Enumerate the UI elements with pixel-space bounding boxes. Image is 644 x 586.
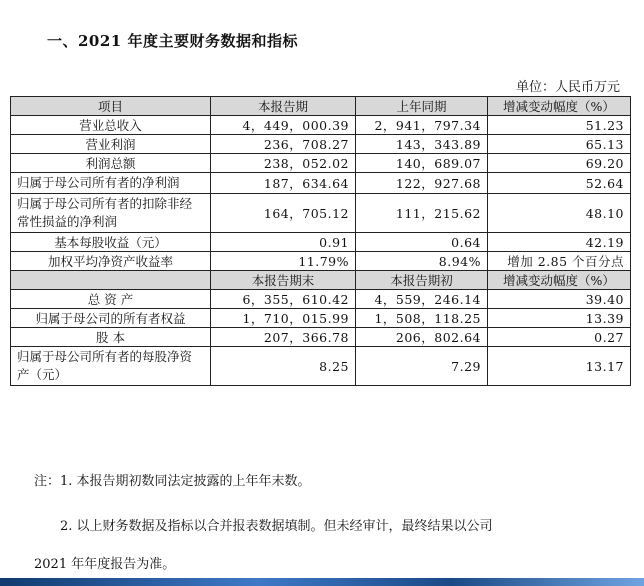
- header-current-period: 本报告期: [211, 97, 356, 116]
- unit-label: 单位：人民币万元: [515, 80, 620, 95]
- row-label: 基本每股收益（元）: [11, 233, 211, 252]
- cell-prior: 111，215.62: [356, 194, 488, 233]
- table-row: [11, 194, 631, 233]
- cell-prior: 143，343.89: [356, 135, 488, 154]
- table-row: [11, 252, 631, 271]
- table-row: [11, 135, 631, 154]
- cell-current: 187，634.64: [211, 173, 356, 194]
- cell-change: 69.20: [488, 154, 631, 173]
- section-title: 一、2021 年度主要财务数据和指标: [47, 32, 298, 50]
- row-label: 加权平均净资产收益率: [11, 252, 211, 271]
- cell-prior: 122，927.68: [356, 173, 488, 194]
- cell-current: 6，355，610.42: [211, 290, 356, 309]
- cell-current: 207，366.78: [211, 328, 356, 347]
- table-row: [11, 116, 631, 135]
- row-label: 总 资 产: [11, 290, 211, 309]
- cell-current: 236，708.27: [211, 135, 356, 154]
- table-row: [11, 328, 631, 347]
- header-item: 项目: [11, 97, 211, 116]
- cell-change: 0.27: [488, 328, 631, 347]
- cell-change: 增加 2.85 个百分点: [488, 252, 631, 271]
- row-label: 营业总收入: [11, 116, 211, 135]
- table-row: [11, 173, 631, 194]
- cell-prior: 4，559，246.14: [356, 290, 488, 309]
- cell-change: 42.19: [488, 233, 631, 252]
- row-label: 归属于母公司所有者的净利润: [11, 173, 211, 194]
- row-label: 营业利润: [11, 135, 211, 154]
- row-label: 归属于母公司所有者的扣除非经常性损益的净利润: [11, 194, 211, 233]
- cell-change: 48.10: [488, 194, 631, 233]
- cell-change: 13.17: [488, 347, 631, 386]
- cell-change: 13.39: [488, 309, 631, 328]
- table-row: [11, 290, 631, 309]
- note-2-continued: 2021 年年度报告为准。: [34, 557, 176, 572]
- table-header-row: [11, 97, 631, 116]
- cell-prior: 0.64: [356, 233, 488, 252]
- cell-change: 51.23: [488, 116, 631, 135]
- cell-current: 0.91: [211, 233, 356, 252]
- cell-prior: 1，508，118.25: [356, 309, 488, 328]
- table-row: [11, 309, 631, 328]
- cell-current: 238，052.02: [211, 154, 356, 173]
- cell-prior: 206，802.64: [356, 328, 488, 347]
- row-label: 归属于母公司的所有者权益: [11, 309, 211, 328]
- table-subheader-row: [11, 271, 631, 290]
- note-1: 注：1. 本报告期初数同法定披露的上年年末数。: [34, 474, 311, 489]
- cell-current: 8.25: [211, 347, 356, 386]
- header-change-pct: 增减变动幅度（%）: [488, 97, 631, 116]
- cell-prior: 7.29: [356, 347, 488, 386]
- row-label: 股 本: [11, 328, 211, 347]
- cell-current: 11.79%: [211, 252, 356, 271]
- table-row: [11, 233, 631, 252]
- table-row: [11, 154, 631, 173]
- subheader-blank: [11, 271, 211, 290]
- cell-change: 65.13: [488, 135, 631, 154]
- table-row: [11, 347, 631, 386]
- cell-change: 52.64: [488, 173, 631, 194]
- financial-table: [10, 96, 631, 386]
- subheader-period-end: 本报告期末: [211, 271, 356, 290]
- header-prior-period: 上年同期: [356, 97, 488, 116]
- cell-prior: 2，941，797.34: [356, 116, 488, 135]
- cell-current: 164，705.12: [211, 194, 356, 233]
- cell-current: 4，449，000.39: [211, 116, 356, 135]
- row-label: 归属于母公司所有者的每股净资产（元）: [11, 347, 211, 386]
- subheader-period-start: 本报告期初: [356, 271, 488, 290]
- cell-current: 1，710，015.99: [211, 309, 356, 328]
- subheader-change-pct: 增减变动幅度（%）: [488, 271, 631, 290]
- cell-change: 39.40: [488, 290, 631, 309]
- decorative-bottom-bar: [0, 578, 644, 586]
- cell-prior: 8.94%: [356, 252, 488, 271]
- row-label: 利润总额: [11, 154, 211, 173]
- cell-prior: 140，689.07: [356, 154, 488, 173]
- note-2: 2. 以上财务数据及指标以合并报表数据填制。但未经审计，最终结果以公司: [60, 519, 493, 534]
